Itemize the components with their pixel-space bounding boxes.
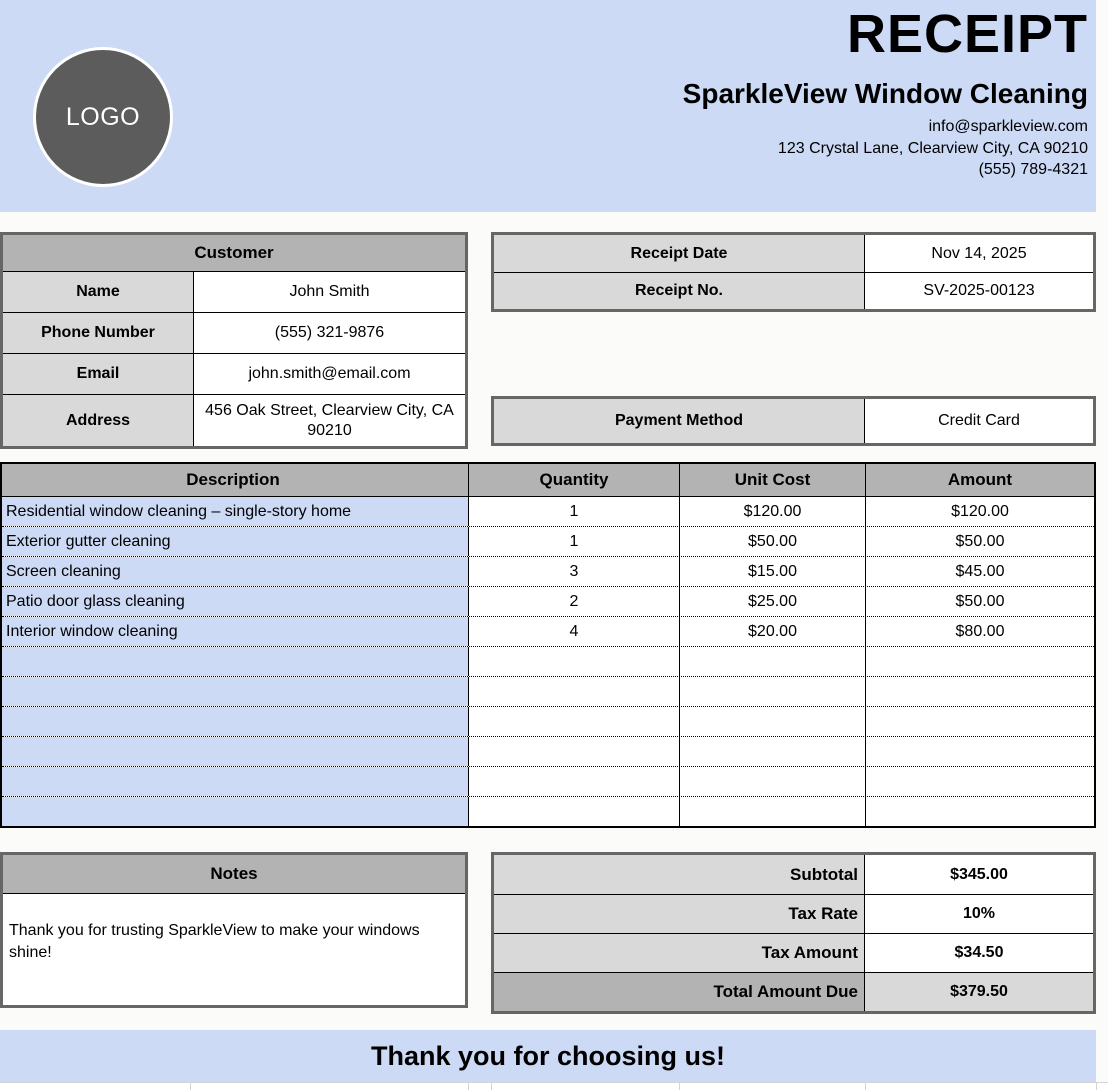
spreadsheet-gridlines: [0, 1082, 1108, 1090]
item-unit-cost[interactable]: [679, 737, 865, 766]
footer-message: Thank you for choosing us!: [370, 1040, 725, 1071]
customer-email-label: Email: [3, 354, 193, 394]
document-header: [0, 0, 1096, 212]
item-description[interactable]: [2, 797, 468, 826]
table-row: [2, 526, 1094, 556]
table-row: [494, 972, 1093, 1011]
column-header-quantity: Quantity: [468, 464, 679, 496]
notes-section-title: Notes: [3, 855, 465, 893]
item-unit-cost[interactable]: $20.00: [679, 617, 865, 646]
item-unit-cost[interactable]: [679, 647, 865, 676]
table-row: [3, 394, 465, 446]
customer-phone-label: Phone Number: [3, 313, 193, 353]
tax-rate-value[interactable]: 10%: [864, 895, 1093, 933]
customer-email-value[interactable]: john.smith@email.com: [193, 354, 465, 394]
item-unit-cost[interactable]: [679, 797, 865, 826]
subtotal-label: Subtotal: [494, 855, 864, 894]
item-description[interactable]: Exterior gutter cleaning: [2, 527, 468, 556]
company-phone: (555) 789-4321: [978, 160, 1088, 178]
company-address: 123 Crystal Lane, Clearview City, CA 90210: [777, 139, 1088, 157]
item-unit-cost[interactable]: $15.00: [679, 557, 865, 586]
receipt-date-value[interactable]: Nov 14, 2025: [864, 235, 1093, 272]
customer-table: [0, 232, 468, 449]
receipt-date-label: Receipt Date: [494, 235, 864, 272]
table-row: [2, 736, 1094, 766]
gridline-vertical: [1096, 1082, 1097, 1090]
item-quantity[interactable]: [468, 737, 679, 766]
subtotal-value: $345.00: [864, 855, 1093, 894]
customer-name-value[interactable]: John Smith: [193, 272, 465, 312]
total-amount-due-label: Total Amount Due: [494, 973, 864, 1011]
table-row: [2, 706, 1094, 736]
company-logo: [33, 47, 173, 187]
item-amount[interactable]: $120.00: [865, 497, 1094, 526]
item-amount[interactable]: [865, 737, 1094, 766]
item-amount[interactable]: [865, 647, 1094, 676]
line-items-body: [2, 496, 1094, 826]
column-header-description: Description: [2, 464, 468, 496]
gridline-vertical: [190, 1082, 191, 1090]
item-quantity[interactable]: 2: [468, 587, 679, 616]
item-description[interactable]: Screen cleaning: [2, 557, 468, 586]
customer-section-title: Customer: [3, 235, 465, 271]
line-items-table: [0, 462, 1096, 828]
line-items-header-row: [2, 464, 1094, 496]
item-amount[interactable]: $45.00: [865, 557, 1094, 586]
item-unit-cost[interactable]: $25.00: [679, 587, 865, 616]
customer-address-value[interactable]: 456 Oak Street, Clearview City, CA 90210: [193, 395, 465, 446]
item-quantity[interactable]: [468, 797, 679, 826]
company-name: SparkleView Window Cleaning: [682, 77, 1088, 109]
item-description[interactable]: Residential window cleaning – single-story home: [2, 497, 468, 526]
tax-amount-value: $34.50: [864, 934, 1093, 972]
notes-body-text[interactable]: Thank you for trusting SparkleView to make your windows shine!: [3, 893, 465, 1005]
receipt-number-label: Receipt No.: [494, 273, 864, 309]
item-amount[interactable]: [865, 677, 1094, 706]
item-unit-cost[interactable]: [679, 707, 865, 736]
table-row: [2, 766, 1094, 796]
item-description[interactable]: [2, 737, 468, 766]
item-amount[interactable]: $80.00: [865, 617, 1094, 646]
notes-box: [0, 852, 468, 1008]
table-row: [494, 399, 1093, 443]
table-row: [494, 855, 1093, 894]
payment-method-value[interactable]: Credit Card: [864, 399, 1093, 443]
item-quantity[interactable]: [468, 707, 679, 736]
gridline-vertical: [491, 1082, 492, 1090]
table-row: [2, 556, 1094, 586]
table-row: [3, 353, 465, 394]
tax-rate-label: Tax Rate: [494, 895, 864, 933]
item-amount[interactable]: [865, 797, 1094, 826]
table-row: [2, 496, 1094, 526]
table-row: [494, 272, 1093, 309]
item-quantity[interactable]: 1: [468, 497, 679, 526]
payment-method-table: [491, 396, 1096, 446]
item-description[interactable]: [2, 647, 468, 676]
receipt-number-value[interactable]: SV-2025-00123: [864, 273, 1093, 309]
notes-header-row: [3, 855, 465, 893]
column-header-unit-cost: Unit Cost: [679, 464, 865, 496]
table-row: [3, 312, 465, 353]
item-quantity[interactable]: [468, 767, 679, 796]
customer-address-label: Address: [3, 395, 193, 446]
total-amount-due-value: $379.50: [864, 973, 1093, 1011]
item-quantity[interactable]: [468, 677, 679, 706]
customer-phone-value[interactable]: (555) 321-9876: [193, 313, 465, 353]
gridline-vertical: [865, 1082, 866, 1090]
item-description[interactable]: Interior window cleaning: [2, 617, 468, 646]
table-row: [2, 796, 1094, 826]
header-text-block: [388, 6, 1088, 180]
totals-table: [491, 852, 1096, 1014]
item-unit-cost[interactable]: [679, 767, 865, 796]
table-row: [2, 676, 1094, 706]
item-quantity[interactable]: 1: [468, 527, 679, 556]
column-header-amount: Amount: [865, 464, 1094, 496]
document-footer: [0, 1030, 1096, 1082]
item-amount[interactable]: [865, 767, 1094, 796]
table-row: [2, 616, 1094, 646]
item-unit-cost[interactable]: [679, 677, 865, 706]
table-row: [494, 894, 1093, 933]
item-quantity[interactable]: 3: [468, 557, 679, 586]
table-row: [2, 646, 1094, 676]
table-row: [494, 933, 1093, 972]
logo-placeholder-text: LOGO: [65, 102, 141, 131]
item-description[interactable]: [2, 767, 468, 796]
item-description[interactable]: Patio door glass cleaning: [2, 587, 468, 616]
gridline-horizontal: [0, 1082, 1108, 1083]
customer-table-header-row: [3, 235, 465, 271]
tax-amount-label: Tax Amount: [494, 934, 864, 972]
gridline-vertical: [679, 1082, 680, 1090]
item-description[interactable]: [2, 677, 468, 706]
document-title: RECEIPT: [846, 4, 1088, 64]
item-amount[interactable]: $50.00: [865, 527, 1094, 556]
item-unit-cost[interactable]: $120.00: [679, 497, 865, 526]
item-amount[interactable]: [865, 707, 1094, 736]
item-quantity[interactable]: [468, 647, 679, 676]
item-quantity[interactable]: 4: [468, 617, 679, 646]
receipt-info-table: [491, 232, 1096, 312]
table-row: [2, 586, 1094, 616]
item-description[interactable]: [2, 707, 468, 736]
table-row: [3, 271, 465, 312]
customer-name-label: Name: [3, 272, 193, 312]
payment-method-label: Payment Method: [494, 399, 864, 443]
item-unit-cost[interactable]: $50.00: [679, 527, 865, 556]
gridline-vertical: [468, 1082, 469, 1090]
table-row: [494, 235, 1093, 272]
company-email: info@sparkleview.com: [928, 118, 1088, 136]
item-amount[interactable]: $50.00: [865, 587, 1094, 616]
